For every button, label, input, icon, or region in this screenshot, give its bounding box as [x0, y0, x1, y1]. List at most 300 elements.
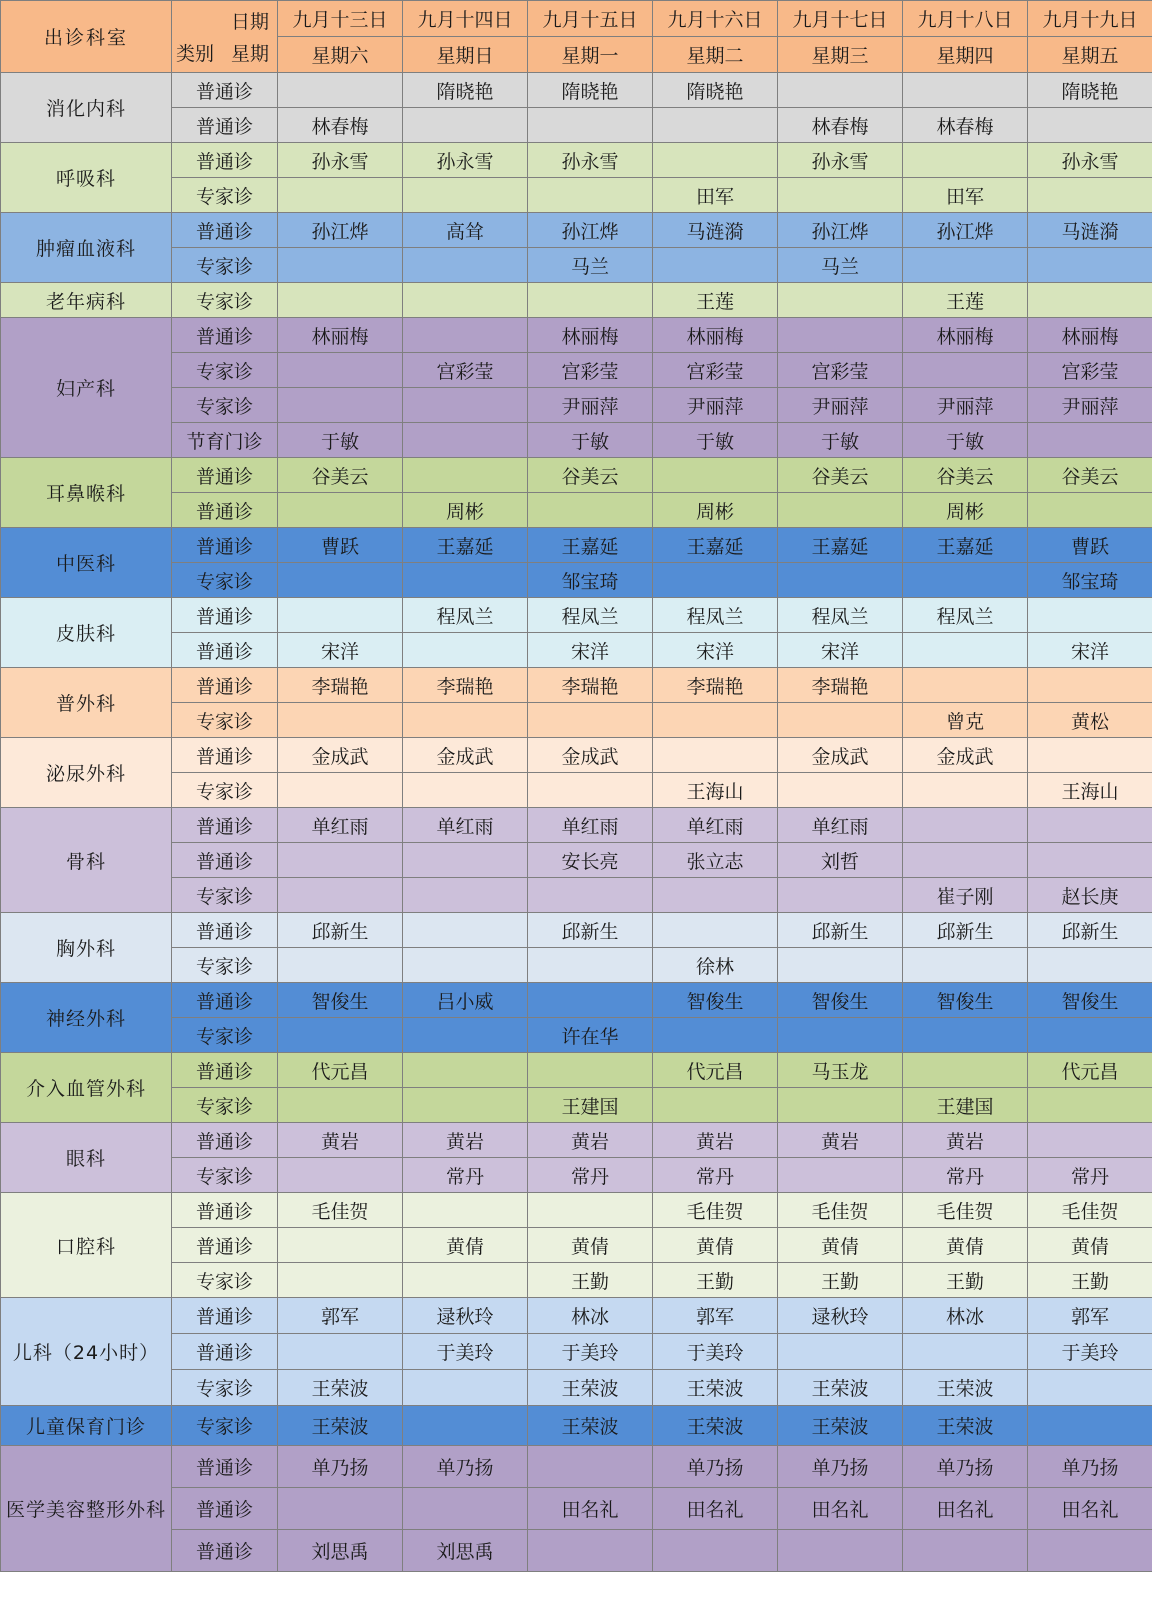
clinic-type-cell: 专家诊: [172, 1018, 278, 1053]
doctor-cell: 代元昌: [1028, 1053, 1152, 1088]
doctor-cell: 尹丽萍: [903, 388, 1028, 423]
doctor-cell: 田名礼: [653, 1488, 778, 1530]
doctor-cell: 王莲: [903, 283, 1028, 318]
department-name-cell: 普外科: [1, 668, 172, 738]
doctor-cell: 宫彩莹: [1028, 353, 1152, 388]
doctor-cell: 张立志: [653, 843, 778, 878]
doctor-cell: 智俊生: [778, 983, 903, 1018]
doctor-cell: 黄岩: [778, 1123, 903, 1158]
doctor-cell: [403, 248, 528, 283]
doctor-cell: [278, 1158, 403, 1193]
doctor-cell: 单乃扬: [278, 1446, 403, 1488]
doctor-cell: 隋晓艳: [1028, 73, 1152, 108]
doctor-cell: [403, 318, 528, 353]
doctor-cell: [778, 1530, 903, 1572]
doctor-cell: 王嘉延: [528, 528, 653, 563]
header-dept-label: 出诊科室: [1, 1, 172, 73]
schedule-body: [1, 73, 1152, 1572]
doctor-cell: 黄岩: [403, 1123, 528, 1158]
department-name-cell: 中医科: [1, 528, 172, 598]
doctor-cell: [278, 563, 403, 598]
doctor-cell: 孙永雪: [1028, 143, 1152, 178]
clinic-type-cell: 专家诊: [172, 283, 278, 318]
doctor-cell: 于美玲: [653, 1334, 778, 1370]
doctor-cell: 王荣波: [278, 1370, 403, 1406]
doctor-cell: 黄倩: [778, 1228, 903, 1263]
doctor-cell: [653, 248, 778, 283]
department-name-cell: 消化内科: [1, 73, 172, 143]
clinic-type-cell: 普通诊: [172, 808, 278, 843]
clinic-type-cell: 普通诊: [172, 1530, 278, 1572]
doctor-cell: [903, 633, 1028, 668]
clinic-type-cell: 专家诊: [172, 878, 278, 913]
doctor-cell: [653, 458, 778, 493]
doctor-cell: 周彬: [903, 493, 1028, 528]
doctor-cell: 逯秋玲: [403, 1298, 528, 1334]
date-header: 九月十九日: [1028, 1, 1152, 37]
doctor-cell: [1028, 493, 1152, 528]
clinic-type-cell: 普通诊: [172, 458, 278, 493]
doctor-cell: 孙永雪: [528, 143, 653, 178]
doctor-cell: [403, 878, 528, 913]
table-row: [1, 1088, 1152, 1123]
department-name-cell: 泌尿外科: [1, 738, 172, 808]
table-row: [1, 108, 1152, 143]
doctor-cell: 逯秋玲: [778, 1298, 903, 1334]
doctor-cell: [778, 773, 903, 808]
doctor-cell: 田名礼: [528, 1488, 653, 1530]
doctor-cell: 尹丽萍: [778, 388, 903, 423]
doctor-cell: [903, 668, 1028, 703]
doctor-cell: 程凤兰: [653, 598, 778, 633]
doctor-cell: [903, 808, 1028, 843]
date-header: 九月十四日: [403, 1, 528, 37]
doctor-cell: 林丽梅: [1028, 318, 1152, 353]
doctor-cell: [278, 598, 403, 633]
doctor-cell: [528, 773, 653, 808]
doctor-cell: [903, 773, 1028, 808]
doctor-cell: [778, 563, 903, 598]
doctor-cell: 王勤: [1028, 1263, 1152, 1298]
doctor-cell: 单乃扬: [1028, 1446, 1152, 1488]
doctor-cell: [903, 143, 1028, 178]
doctor-cell: [1028, 1018, 1152, 1053]
header-corner-cell: [172, 1, 278, 73]
table-row: [1, 248, 1152, 283]
clinic-type-cell: 普通诊: [172, 493, 278, 528]
doctor-cell: 尹丽萍: [1028, 388, 1152, 423]
department-name-cell: 眼科: [1, 1123, 172, 1193]
doctor-cell: [403, 703, 528, 738]
doctor-cell: 孙永雪: [403, 143, 528, 178]
doctor-cell: [778, 73, 903, 108]
doctor-cell: [1028, 598, 1152, 633]
doctor-cell: [653, 1530, 778, 1572]
doctor-cell: [403, 108, 528, 143]
doctor-cell: 隋晓艳: [528, 73, 653, 108]
doctor-cell: 林春梅: [278, 108, 403, 143]
table-row: [1, 493, 1152, 528]
doctor-cell: [278, 248, 403, 283]
doctor-cell: [653, 143, 778, 178]
doctor-cell: 李瑞艳: [528, 668, 653, 703]
doctor-cell: [528, 283, 653, 318]
doctor-cell: 王荣波: [528, 1406, 653, 1446]
doctor-cell: [403, 1263, 528, 1298]
doctor-cell: 林冰: [903, 1298, 1028, 1334]
clinic-type-cell: 普通诊: [172, 528, 278, 563]
doctor-cell: [278, 388, 403, 423]
clinic-type-cell: 普通诊: [172, 633, 278, 668]
table-row: [1, 983, 1152, 1018]
department-name-cell: 肿瘤血液科: [1, 213, 172, 283]
table-header: [1, 1, 1152, 73]
department-name-cell: 耳鼻喉科: [1, 458, 172, 528]
doctor-cell: 隋晓艳: [653, 73, 778, 108]
doctor-cell: [278, 283, 403, 318]
doctor-cell: [403, 948, 528, 983]
weekday-header: 星期日: [403, 37, 528, 73]
doctor-cell: 林冰: [528, 1298, 653, 1334]
doctor-cell: 毛佳贺: [903, 1193, 1028, 1228]
doctor-cell: [778, 493, 903, 528]
doctor-cell: 黄倩: [528, 1228, 653, 1263]
table-row: [1, 73, 1152, 108]
doctor-cell: [528, 1053, 653, 1088]
doctor-cell: 邱新生: [278, 913, 403, 948]
doctor-cell: [403, 633, 528, 668]
table-row: [1, 283, 1152, 318]
clinic-type-cell: 普通诊: [172, 668, 278, 703]
doctor-cell: [528, 703, 653, 738]
doctor-cell: 王荣波: [903, 1370, 1028, 1406]
table-row: [1, 1158, 1152, 1193]
doctor-cell: 于美玲: [403, 1334, 528, 1370]
doctor-cell: 许在华: [528, 1018, 653, 1053]
table-row: [1, 1406, 1152, 1446]
table-row: [1, 1193, 1152, 1228]
doctor-cell: [653, 913, 778, 948]
table-row: [1, 1053, 1152, 1088]
doctor-cell: 王勤: [528, 1263, 653, 1298]
department-name-cell: 呼吸科: [1, 143, 172, 213]
doctor-cell: [403, 773, 528, 808]
doctor-cell: 郭军: [1028, 1298, 1152, 1334]
doctor-cell: [278, 1263, 403, 1298]
header-weekday-label: 星期: [230, 43, 269, 65]
clinic-type-cell: 专家诊: [172, 1370, 278, 1406]
doctor-cell: [1028, 1530, 1152, 1572]
doctor-cell: 孙永雪: [278, 143, 403, 178]
clinic-type-cell: 节育门诊: [172, 423, 278, 458]
doctor-cell: [278, 878, 403, 913]
doctor-cell: [403, 283, 528, 318]
doctor-cell: [903, 248, 1028, 283]
doctor-cell: 郭军: [278, 1298, 403, 1334]
department-name-cell: 胸外科: [1, 913, 172, 983]
doctor-cell: 林丽梅: [653, 318, 778, 353]
table-row: [1, 388, 1152, 423]
doctor-cell: [403, 1193, 528, 1228]
doctor-cell: 王海山: [653, 773, 778, 808]
doctor-cell: 宋洋: [1028, 633, 1152, 668]
header-row-dates: [1, 1, 1152, 37]
doctor-cell: [778, 878, 903, 913]
doctor-cell: 金成武: [278, 738, 403, 773]
doctor-cell: 单红雨: [528, 808, 653, 843]
doctor-cell: 单乃扬: [903, 1446, 1028, 1488]
doctor-cell: 隋晓艳: [403, 73, 528, 108]
doctor-cell: [278, 843, 403, 878]
doctor-cell: 常丹: [1028, 1158, 1152, 1193]
doctor-cell: [653, 1088, 778, 1123]
clinic-type-cell: 普通诊: [172, 1334, 278, 1370]
clinic-type-cell: 专家诊: [172, 1088, 278, 1123]
doctor-cell: [278, 353, 403, 388]
department-name-cell: 骨科: [1, 808, 172, 913]
doctor-cell: 吕小威: [403, 983, 528, 1018]
doctor-cell: [903, 563, 1028, 598]
doctor-cell: [903, 948, 1028, 983]
doctor-cell: 单乃扬: [653, 1446, 778, 1488]
doctor-cell: [1028, 283, 1152, 318]
doctor-cell: 刘思禹: [403, 1530, 528, 1572]
clinic-type-cell: 普通诊: [172, 1193, 278, 1228]
clinic-type-cell: 普通诊: [172, 73, 278, 108]
doctor-cell: [1028, 423, 1152, 458]
table-row: [1, 1298, 1152, 1334]
doctor-cell: 赵长庚: [1028, 878, 1152, 913]
table-row: [1, 703, 1152, 738]
doctor-cell: [278, 1088, 403, 1123]
date-header: 九月十六日: [653, 1, 778, 37]
date-header: 九月十七日: [778, 1, 903, 37]
doctor-cell: 孙江烨: [903, 213, 1028, 248]
doctor-cell: 王勤: [778, 1263, 903, 1298]
doctor-cell: 程凤兰: [778, 598, 903, 633]
doctor-cell: [403, 178, 528, 213]
doctor-cell: 孙江烨: [778, 213, 903, 248]
doctor-cell: 谷美云: [903, 458, 1028, 493]
doctor-cell: [278, 178, 403, 213]
department-name-cell: 神经外科: [1, 983, 172, 1053]
doctor-cell: 程凤兰: [403, 598, 528, 633]
doctor-cell: 宋洋: [653, 633, 778, 668]
clinic-type-cell: 普通诊: [172, 213, 278, 248]
doctor-cell: 崔子刚: [903, 878, 1028, 913]
clinic-type-cell: 普通诊: [172, 108, 278, 143]
doctor-cell: 王荣波: [903, 1406, 1028, 1446]
doctor-cell: 毛佳贺: [1028, 1193, 1152, 1228]
clinic-type-cell: 普通诊: [172, 143, 278, 178]
doctor-cell: 马涟漪: [653, 213, 778, 248]
doctor-cell: 谷美云: [278, 458, 403, 493]
doctor-cell: [278, 948, 403, 983]
clinic-type-cell: 普通诊: [172, 1446, 278, 1488]
doctor-cell: 周彬: [653, 493, 778, 528]
doctor-cell: 王荣波: [653, 1406, 778, 1446]
doctor-cell: 王荣波: [778, 1406, 903, 1446]
doctor-cell: [1028, 1406, 1152, 1446]
doctor-cell: 马兰: [528, 248, 653, 283]
doctor-cell: 常丹: [903, 1158, 1028, 1193]
doctor-cell: [278, 73, 403, 108]
doctor-cell: 徐林: [653, 948, 778, 983]
doctor-cell: 王嘉延: [403, 528, 528, 563]
doctor-cell: 王勤: [653, 1263, 778, 1298]
table-row: [1, 668, 1152, 703]
doctor-cell: 王莲: [653, 283, 778, 318]
doctor-cell: [528, 178, 653, 213]
header-date-label: 日期: [230, 11, 269, 33]
doctor-cell: 程凤兰: [903, 598, 1028, 633]
doctor-cell: 宫彩莹: [653, 353, 778, 388]
doctor-cell: [903, 1053, 1028, 1088]
doctor-cell: [403, 388, 528, 423]
doctor-cell: 单红雨: [403, 808, 528, 843]
doctor-cell: [403, 843, 528, 878]
doctor-cell: 高耸: [403, 213, 528, 248]
doctor-cell: 王建国: [528, 1088, 653, 1123]
doctor-cell: [778, 178, 903, 213]
clinic-type-cell: 普通诊: [172, 1053, 278, 1088]
weekday-header: 星期四: [903, 37, 1028, 73]
doctor-cell: [653, 1018, 778, 1053]
doctor-cell: [903, 1334, 1028, 1370]
doctor-cell: 单红雨: [653, 808, 778, 843]
doctor-cell: 邱新生: [528, 913, 653, 948]
doctor-cell: [1028, 1123, 1152, 1158]
doctor-cell: 金成武: [528, 738, 653, 773]
table-row: [1, 1263, 1152, 1298]
doctor-cell: 谷美云: [778, 458, 903, 493]
doctor-cell: 常丹: [528, 1158, 653, 1193]
department-name-cell: 老年病科: [1, 283, 172, 318]
doctor-cell: [778, 1088, 903, 1123]
doctor-cell: 智俊生: [278, 983, 403, 1018]
doctor-cell: [1028, 843, 1152, 878]
table-row: [1, 808, 1152, 843]
doctor-cell: [1028, 1370, 1152, 1406]
doctor-cell: 田名礼: [778, 1488, 903, 1530]
doctor-cell: 曾克: [903, 703, 1028, 738]
clinic-type-cell: 普通诊: [172, 738, 278, 773]
doctor-cell: 常丹: [653, 1158, 778, 1193]
header-type-label: 类别: [176, 43, 215, 65]
doctor-cell: [1028, 108, 1152, 143]
doctor-cell: 于美玲: [1028, 1334, 1152, 1370]
doctor-cell: 林春梅: [903, 108, 1028, 143]
doctor-cell: 田名礼: [903, 1488, 1028, 1530]
doctor-cell: [1028, 668, 1152, 703]
doctor-cell: [778, 1334, 903, 1370]
doctor-cell: 王荣波: [278, 1406, 403, 1446]
doctor-cell: 王嘉延: [653, 528, 778, 563]
clinic-type-cell: 普通诊: [172, 1123, 278, 1158]
table-row: [1, 563, 1152, 598]
table-row: [1, 1370, 1152, 1406]
doctor-cell: 宋洋: [778, 633, 903, 668]
table-row: [1, 423, 1152, 458]
table-row: [1, 458, 1152, 493]
table-row: [1, 318, 1152, 353]
table-row: [1, 598, 1152, 633]
doctor-cell: 黄岩: [528, 1123, 653, 1158]
doctor-cell: [528, 948, 653, 983]
weekday-header: 星期三: [778, 37, 903, 73]
table-row: [1, 843, 1152, 878]
clinic-type-cell: 普通诊: [172, 983, 278, 1018]
doctor-cell: [278, 493, 403, 528]
doctor-cell: 孙江烨: [528, 213, 653, 248]
doctor-cell: [1028, 178, 1152, 213]
doctor-cell: 王嘉延: [903, 528, 1028, 563]
clinic-type-cell: 普通诊: [172, 1298, 278, 1334]
table-row: [1, 353, 1152, 388]
doctor-cell: 宫彩莹: [528, 353, 653, 388]
doctor-cell: [903, 353, 1028, 388]
doctor-cell: 安长亮: [528, 843, 653, 878]
table-row: [1, 178, 1152, 213]
clinic-type-cell: 普通诊: [172, 843, 278, 878]
doctor-cell: [1028, 738, 1152, 773]
doctor-cell: [653, 738, 778, 773]
table-row: [1, 1123, 1152, 1158]
weekday-header: 星期五: [1028, 37, 1152, 73]
clinic-type-cell: 专家诊: [172, 353, 278, 388]
doctor-cell: 宫彩莹: [778, 353, 903, 388]
doctor-cell: [278, 703, 403, 738]
clinic-type-cell: 普通诊: [172, 318, 278, 353]
doctor-cell: 李瑞艳: [278, 668, 403, 703]
table-row: [1, 1334, 1152, 1370]
table-row: [1, 1488, 1152, 1530]
clinic-type-cell: 专家诊: [172, 948, 278, 983]
clinic-type-cell: 专家诊: [172, 1158, 278, 1193]
table-row: [1, 1228, 1152, 1263]
doctor-cell: 林丽梅: [278, 318, 403, 353]
doctor-cell: 王建国: [903, 1088, 1028, 1123]
doctor-cell: 郭军: [653, 1298, 778, 1334]
doctor-cell: 李瑞艳: [403, 668, 528, 703]
doctor-cell: 刘思禹: [278, 1530, 403, 1572]
doctor-cell: [778, 1158, 903, 1193]
doctor-cell: 于敏: [653, 423, 778, 458]
table-row: [1, 143, 1152, 178]
doctor-cell: 田军: [653, 178, 778, 213]
doctor-cell: [278, 1334, 403, 1370]
department-name-cell: 妇产科: [1, 318, 172, 458]
doctor-cell: [403, 1488, 528, 1530]
doctor-cell: [528, 878, 653, 913]
doctor-cell: 邱新生: [903, 913, 1028, 948]
doctor-cell: [1028, 948, 1152, 983]
doctor-cell: 宫彩莹: [403, 353, 528, 388]
doctor-cell: [528, 493, 653, 528]
table-row: [1, 1018, 1152, 1053]
doctor-cell: 黄倩: [653, 1228, 778, 1263]
clinic-type-cell: 专家诊: [172, 248, 278, 283]
table-row: [1, 1530, 1152, 1572]
clinic-type-cell: 专家诊: [172, 563, 278, 598]
clinic-type-cell: 普通诊: [172, 1488, 278, 1530]
department-name-cell: 儿科（24小时）: [1, 1298, 172, 1406]
doctor-cell: 黄倩: [903, 1228, 1028, 1263]
date-header: 九月十八日: [903, 1, 1028, 37]
doctor-cell: 智俊生: [653, 983, 778, 1018]
doctor-cell: 智俊生: [1028, 983, 1152, 1018]
doctor-cell: 田名礼: [1028, 1488, 1152, 1530]
